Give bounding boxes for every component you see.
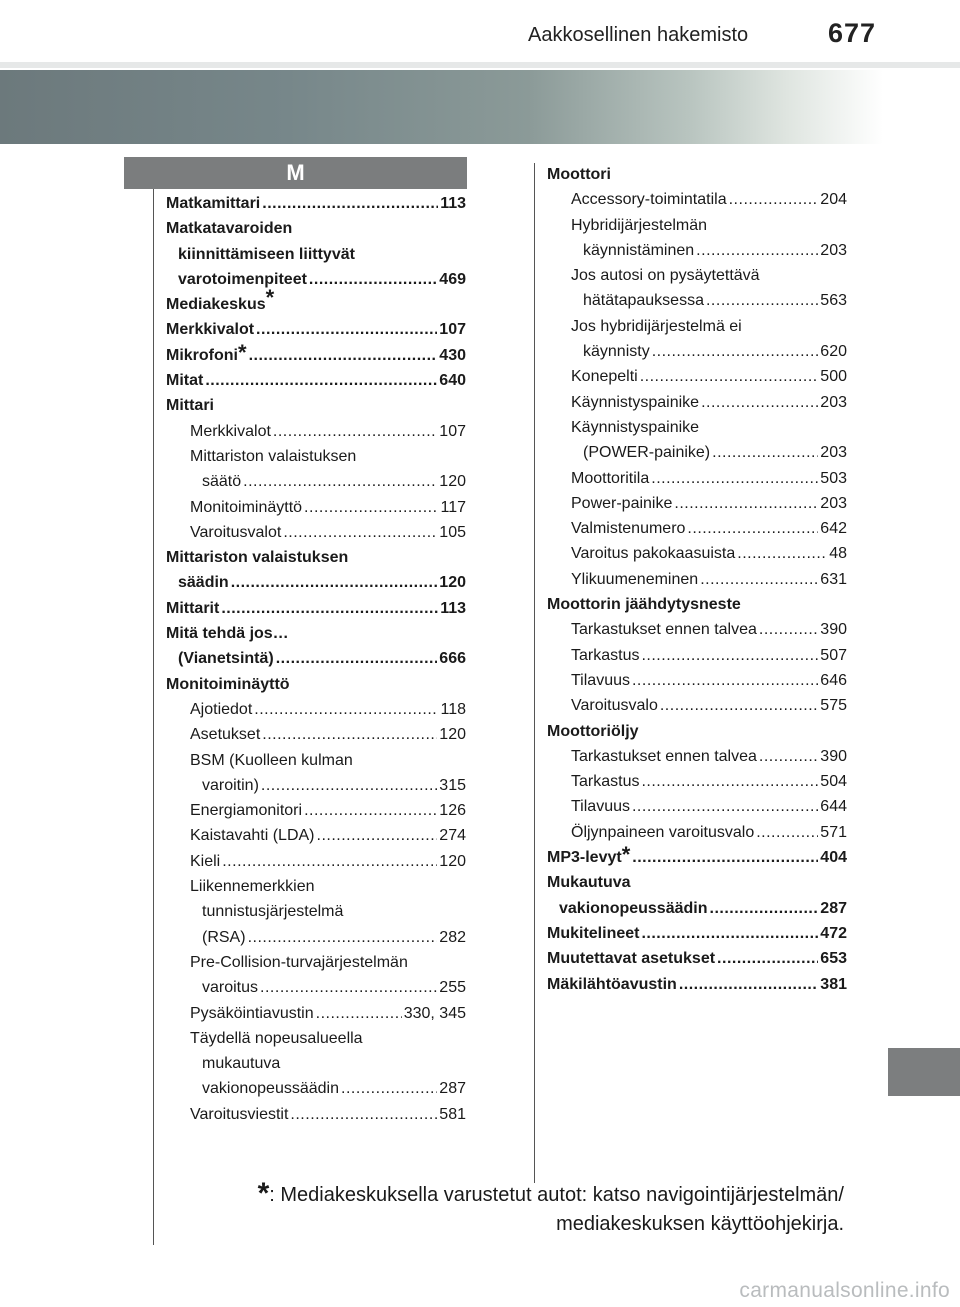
dot-leader xyxy=(205,368,437,393)
index-entry xyxy=(166,672,466,697)
dot-leader xyxy=(651,466,818,491)
dot-leader xyxy=(759,617,818,642)
index-entry xyxy=(166,950,466,975)
index-entry-page[interactable]: 255 xyxy=(439,979,466,997)
index-entry-term: varotoimenpiteet xyxy=(178,270,307,288)
index-entry-term: Mikrofoni xyxy=(166,346,238,364)
dot-leader xyxy=(706,288,818,313)
index-entry-page[interactable]: 118 xyxy=(440,700,466,718)
index-entry-term: Tarkastus xyxy=(571,773,640,791)
index-entry xyxy=(166,621,466,646)
dot-leader xyxy=(756,820,818,845)
index-entry-term: Accessory-toimintatila xyxy=(571,191,727,209)
index-entry-term: Mittarit xyxy=(166,599,220,617)
index-entry-page[interactable]: 113 xyxy=(440,599,466,617)
index-entry-term: Käynnistyspainike xyxy=(571,418,700,436)
index-entry-term: Muutettavat asetukset xyxy=(547,950,716,968)
index-entry xyxy=(547,617,847,642)
footnote-marker: * xyxy=(265,285,275,311)
page-number: 677 xyxy=(828,18,877,48)
index-entry xyxy=(547,162,847,187)
index-entry xyxy=(166,242,466,267)
index-entry-term: Tarkastukset ennen talvea xyxy=(571,747,757,765)
index-entry-page[interactable]: 204 xyxy=(820,191,847,209)
index-entry-term: Varoitusviestit xyxy=(190,1105,289,1123)
index-entry xyxy=(166,1102,466,1127)
index-entry-term: Mittari xyxy=(166,397,214,415)
footnote xyxy=(232,1179,844,1239)
dot-leader xyxy=(641,769,818,794)
dot-leader xyxy=(316,1001,402,1026)
index-entry-page[interactable]: 653 xyxy=(820,950,847,968)
index-entry xyxy=(166,545,466,570)
index-entry-page[interactable]: 203 xyxy=(820,393,847,411)
index-entry-term: Täydellä nopeusalueella xyxy=(190,1029,363,1047)
index-entry-term: kiinnittämiseen liittyvät xyxy=(178,245,355,263)
dot-leader xyxy=(304,798,437,823)
dot-leader xyxy=(679,972,818,997)
header-rule xyxy=(0,62,960,68)
index-entry xyxy=(547,415,847,440)
dot-leader xyxy=(641,643,818,668)
dot-leader xyxy=(256,317,437,342)
index-entry-term: Merkkivalot xyxy=(166,321,255,339)
index-entry-page[interactable]: 571 xyxy=(820,823,847,841)
index-entry-term: Pysäköintiavustin xyxy=(190,1004,314,1022)
index-entry: MP3-levyt * ..... 404 xyxy=(547,845,847,870)
dot-leader xyxy=(290,1102,437,1127)
index-entry xyxy=(166,444,466,469)
index-entry xyxy=(166,748,466,773)
index-entry xyxy=(166,1001,466,1026)
index-entry-page[interactable]: 120 xyxy=(439,473,466,491)
index-entry xyxy=(547,719,847,744)
index-entry-page[interactable]: 330, 345 xyxy=(403,1004,466,1022)
index-entry xyxy=(166,216,466,241)
index-entry-term: Moottoritila xyxy=(571,469,650,487)
section-header-title: Aakkosellinen hakemisto xyxy=(528,24,749,46)
middle-column-rule xyxy=(534,163,535,1183)
dot-leader xyxy=(640,364,819,389)
index-entry xyxy=(547,794,847,819)
dot-leader xyxy=(221,596,438,621)
index-entry xyxy=(166,495,466,520)
index-entry xyxy=(547,390,847,415)
dot-leader xyxy=(674,491,818,516)
left-column-rule xyxy=(153,189,154,1245)
index-entry-term: Varoitusvalo xyxy=(571,697,658,715)
index-entry xyxy=(547,769,847,794)
index-entry-page[interactable]: 563 xyxy=(820,292,847,310)
index-entry-page[interactable]: 469 xyxy=(439,270,466,288)
index-entry xyxy=(166,393,466,418)
index-entry-term: hätätapauksessa xyxy=(583,292,704,310)
dot-leader xyxy=(687,516,818,541)
dot-leader xyxy=(632,668,818,693)
index-entry xyxy=(166,191,466,216)
watermark: carmanualsonline.info xyxy=(739,1279,950,1302)
index-entry xyxy=(547,288,847,313)
index-entry-page[interactable]: 287 xyxy=(439,1080,466,1098)
dot-leader xyxy=(262,191,438,216)
index-entry-page[interactable]: 274 xyxy=(439,827,466,845)
index-entry xyxy=(166,697,466,722)
index-entry xyxy=(166,469,466,494)
index-entry-term: Liikennemerkkien xyxy=(190,878,315,896)
footnote-star: * xyxy=(257,1177,270,1210)
index-entry-page[interactable]: 203 xyxy=(820,241,847,259)
index-entry xyxy=(547,440,847,465)
index-entry xyxy=(547,668,847,693)
index-entry-page[interactable]: 390 xyxy=(820,747,847,765)
index-entry xyxy=(547,592,847,617)
index-entry-page[interactable]: 503 xyxy=(820,469,847,487)
index-entry-term: Jos autosi on pysäytettävä xyxy=(571,267,760,285)
section-letter-tab: M xyxy=(124,157,467,189)
index-entry: Mikrofoni * ..... 430 xyxy=(166,343,466,368)
index-entry-term: Energiamonitori xyxy=(190,802,303,820)
dot-leader xyxy=(737,541,827,566)
index-entry-page[interactable]: 666 xyxy=(439,650,466,668)
index-entry-term: vakionopeussäädin xyxy=(202,1080,339,1098)
index-entry-term: Mediakeskus xyxy=(166,296,266,314)
dot-leader xyxy=(254,697,438,722)
index-entry-term: Hybridijärjestelmän xyxy=(571,216,708,234)
index-entry-term: Tilavuus xyxy=(571,671,630,689)
index-entry-term: MP3-levyt xyxy=(547,849,622,867)
index-entry-term: mukautuva xyxy=(202,1055,281,1073)
dot-leader xyxy=(759,744,818,769)
dot-leader xyxy=(273,419,437,444)
index-entry-term: Power-painike xyxy=(571,494,673,512)
index-entry-term: Mittariston valaistuksen xyxy=(190,447,357,465)
index-entry-term: Öljynpaineen varoitusvalo xyxy=(571,823,755,841)
index-entry xyxy=(166,596,466,621)
dot-leader xyxy=(222,849,437,874)
dot-leader xyxy=(341,1076,437,1101)
index-entry-term: varoitus xyxy=(202,979,259,997)
index-entry-term: (Vianetsintä) xyxy=(178,650,274,668)
index-entry xyxy=(547,972,847,997)
index-entry-page[interactable]: 126 xyxy=(439,802,466,820)
index-entry-term: Tarkastus xyxy=(571,646,640,664)
index-entry-term: Merkkivalot xyxy=(190,422,271,440)
index-entry-page[interactable]: 105 xyxy=(439,523,466,541)
index-entry-term: Moottori xyxy=(547,166,611,183)
index-entry-term: Moottorin jäähdytysneste xyxy=(547,596,741,614)
dot-leader xyxy=(309,267,437,292)
index-entry xyxy=(166,285,466,317)
index-entry xyxy=(547,896,847,921)
index-entry-page[interactable]: 120 xyxy=(439,574,466,592)
dot-leader xyxy=(317,823,438,848)
index-entry-term: käynnistäminen xyxy=(583,241,695,259)
index-entry-page[interactable]: 500 xyxy=(820,368,847,386)
dot-leader xyxy=(276,646,438,671)
index-entry-term: Ylikuumeneminen xyxy=(571,570,699,588)
index-entry-term: säätö xyxy=(202,473,242,491)
index-entry-page[interactable]: 107 xyxy=(439,321,466,339)
index-entry-term: Varoitusvalot xyxy=(190,523,282,541)
index-entry xyxy=(166,570,466,595)
index-entry-term: Mukautuva xyxy=(547,874,631,892)
index-entry xyxy=(166,1026,466,1051)
index-entry-term: vakionopeussäädin xyxy=(559,899,708,917)
footnote-line-1: : Mediakeskuksella varustetut autot: katso navigointijärjestelmän/ xyxy=(269,1184,844,1206)
dot-leader xyxy=(248,925,438,950)
index-entry xyxy=(547,541,847,566)
index-entry-term: Pre-Collision-turvajärjestelmän xyxy=(190,953,408,971)
index-entry-page[interactable]: 48 xyxy=(829,545,847,563)
index-entry-page[interactable]: 404 xyxy=(820,849,847,867)
index-entry xyxy=(166,798,466,823)
index-entry xyxy=(547,339,847,364)
header-banner xyxy=(0,70,960,144)
index-entry xyxy=(166,1076,466,1101)
index-entry xyxy=(547,491,847,516)
index-entry xyxy=(166,823,466,848)
index-entry xyxy=(166,419,466,444)
index-entry-term: Mitä tehdä jos… xyxy=(166,625,289,643)
index-entry-term: varoitin) xyxy=(202,776,259,794)
index-entry xyxy=(547,213,847,238)
index-entry xyxy=(547,643,847,668)
index-entry xyxy=(166,317,466,342)
index-entry-term: tunnistusjärjestelmä xyxy=(202,903,344,921)
thumb-index-tab[interactable] xyxy=(888,1048,960,1096)
index-entry-term: BSM (Kuolleen kulman xyxy=(190,751,353,769)
index-entry-term: Tarkastukset ennen talvea xyxy=(571,621,757,639)
index-entry xyxy=(547,466,847,491)
index-entry-page[interactable]: 120 xyxy=(439,726,466,744)
index-entry-page[interactable]: 646 xyxy=(820,671,847,689)
index-entry-term: Mitat xyxy=(166,372,204,390)
index-entry xyxy=(547,516,847,541)
index-entry-term: Ajotiedot xyxy=(190,700,253,718)
index-entry xyxy=(166,899,466,924)
index-entry xyxy=(547,567,847,592)
footnote-line-2: mediakeskuksen käyttöohjekirja. xyxy=(556,1213,844,1235)
index-column-left xyxy=(166,191,466,1127)
dot-leader xyxy=(262,722,437,747)
dot-leader xyxy=(641,921,818,946)
index-entry xyxy=(547,946,847,971)
index-entry-page[interactable]: 390 xyxy=(820,621,847,639)
index-entry-page[interactable]: 120 xyxy=(439,852,466,870)
index-entry-term: Kaistavahti (LDA) xyxy=(190,827,315,845)
index-entry-term: (RSA) xyxy=(202,928,246,946)
index-entry xyxy=(166,874,466,899)
dot-leader xyxy=(249,343,438,368)
index-entry xyxy=(166,773,466,798)
index-entry xyxy=(166,975,466,1000)
index-entry-term: Mittariston valaistuksen xyxy=(166,549,349,567)
index-entry-term: (POWER-painike) xyxy=(583,444,711,462)
index-entry-term: Mukitelineet xyxy=(547,924,640,942)
index-entry-page[interactable]: 287 xyxy=(820,899,847,917)
dot-leader xyxy=(660,693,818,718)
index-entry xyxy=(547,693,847,718)
index-entry-page[interactable]: 113 xyxy=(440,195,466,212)
index-entry-term: säädin xyxy=(178,574,229,592)
dot-leader xyxy=(304,495,438,520)
index-entry-term: Mäkilähtöavustin xyxy=(547,975,677,993)
dot-leader xyxy=(231,570,438,595)
index-entry-term: Käynnistyspainike xyxy=(571,393,700,411)
index-entry-term: Moottoriöljy xyxy=(547,722,639,740)
index-entry-term: Matkamittari xyxy=(166,195,261,212)
dot-leader xyxy=(710,896,819,921)
index-entry xyxy=(547,238,847,263)
index-entry xyxy=(166,1051,466,1076)
index-entry-page[interactable]: 620 xyxy=(820,343,847,361)
index-entry-page[interactable]: 381 xyxy=(820,975,847,993)
dot-leader xyxy=(696,238,818,263)
index-entry xyxy=(547,921,847,946)
dot-leader xyxy=(717,946,818,971)
dot-leader xyxy=(243,469,437,494)
index-entry-term: Asetukset xyxy=(190,726,261,744)
index-entry xyxy=(166,722,466,747)
index-entry-term: käynnisty xyxy=(583,343,650,361)
index-entry-term: Monitoiminäyttö xyxy=(166,675,290,693)
dot-leader xyxy=(729,187,819,212)
dot-leader xyxy=(632,794,818,819)
index-entry xyxy=(547,187,847,212)
index-entry xyxy=(166,368,466,393)
dot-leader xyxy=(632,845,818,870)
index-entry-page[interactable]: 107 xyxy=(439,422,466,440)
index-entry xyxy=(166,849,466,874)
dot-leader xyxy=(261,773,437,798)
index-column-right xyxy=(547,162,847,997)
index-entry-page[interactable]: 315 xyxy=(439,776,466,794)
index-entry-term: Varoitus pakokaasuista xyxy=(571,545,736,563)
index-entry-term: Kieli xyxy=(190,852,221,870)
index-entry-page[interactable]: 117 xyxy=(440,498,466,516)
index-entry-page[interactable]: 430 xyxy=(439,346,466,364)
index-entry xyxy=(547,820,847,845)
index-entry-page[interactable]: 507 xyxy=(820,646,847,664)
dot-leader xyxy=(712,440,818,465)
index-entry-page[interactable]: 631 xyxy=(820,570,847,588)
index-entry-page[interactable]: 472 xyxy=(820,924,847,942)
index-entry-page[interactable]: 203 xyxy=(820,444,847,462)
index-entry-term: Jos hybridijärjestelmä ei xyxy=(571,317,742,335)
index-entry xyxy=(166,267,466,292)
index-entry xyxy=(547,314,847,339)
index-entry-page[interactable]: 504 xyxy=(820,773,847,791)
index-entry xyxy=(547,263,847,288)
index-entry xyxy=(166,646,466,671)
index-entry-term: Matkatavaroiden xyxy=(166,220,293,238)
index-entry-page[interactable]: 640 xyxy=(439,372,466,390)
index-entry xyxy=(166,925,466,950)
index-entry xyxy=(166,520,466,545)
dot-leader xyxy=(700,567,818,592)
index-entry-page[interactable]: 642 xyxy=(820,520,847,538)
index-entry-term: Valmistenumero xyxy=(571,520,686,538)
index-entry-page[interactable]: 282 xyxy=(439,928,466,946)
dot-leader xyxy=(701,390,818,415)
index-entry-page[interactable]: 581 xyxy=(439,1105,466,1123)
index-entry-page[interactable]: 644 xyxy=(820,798,847,816)
dot-leader xyxy=(652,339,819,364)
index-entry xyxy=(547,364,847,389)
index-entry xyxy=(547,744,847,769)
index-entry xyxy=(547,870,847,895)
index-entry-page[interactable]: 575 xyxy=(820,697,847,715)
index-entry-term: Monitoiminäyttö xyxy=(190,498,303,516)
dot-leader xyxy=(260,975,437,1000)
index-entry-term: Tilavuus xyxy=(571,798,630,816)
dot-leader xyxy=(283,520,437,545)
index-entry-term: Konepelti xyxy=(571,368,638,386)
index-entry-page[interactable]: 203 xyxy=(820,494,847,512)
